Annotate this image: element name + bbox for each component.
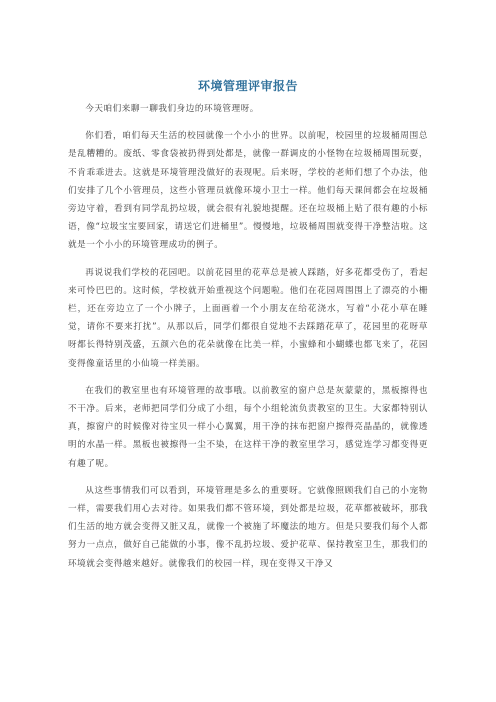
paragraph-conclusion: 从这些事情我们可以看到，环境管理是多么的重要呀。它就像照顾我们自己的小宠物一样，需要我们用心去对待。如果我们都不管环境，到处都是垃圾，花草都被破坏，那我们生活的地方就会变得又脏又乱，就像一个被施了坏魔法的地方。但是只要我们每个人都努力一点点，做好自己能做的小事，像不乱扔垃圾、爱护花草、保持教室卫生，那我们的环境就会变得越来越好。就像我们的校园一样，现在变得又干净又 xyxy=(68,485,428,569)
paragraph-intro: 今天咱们来聊一聊我们身边的环境管理呀。 xyxy=(85,104,259,114)
paragraph-classroom: 在我们的教室里也有环境管理的故事哦。以前教室的窗户总是灰蒙蒙的，黑板擦得也不干净。后来，老师把同学们分成了小组，每个小组轮流负责教室的卫生。大家都特别认真，擦窗户的时候像对待宝贝一样小心翼翼，用干净的抹布把窗户擦得亮晶晶的，就像透明的水晶一样。黑板也被擦得一尘不染，在这样干净的教室里学习，感觉连学习都变得更有趣了呢。 xyxy=(68,385,428,469)
paragraph-trash-bins: 你们看，咱们每天生活的校园就像一个小小的世界。以前呢，校园里的垃圾桶周围总是乱糟糟的。废纸、零食袋被扔得到处都是，就像一群调皮的小怪物在垃圾桶周围玩耍，不肯乖乖进去。这就是环境管理没做好的表现呢。后来呀，学校的老师们想了个办法，他们安排了几个小管理员，这些小管理员就像环境小卫士一样。他们每天课间都会在垃圾桶旁边守着，看到有同学乱扔垃圾，就会很有礼貌地提醒。还在垃圾桶上贴了很有趣的小标语，像“垃圾宝宝要回家，请送它们进桶里”。慢慢地，垃圾桶周围就变得干净整洁啦。这就是一个小小的环境管理成功的例子。 xyxy=(68,131,428,251)
paragraph-garden: 再说说我们学校的花园吧。以前花园里的花草总是被人踩踏，好多花都受伤了，看起来可怜巴巴的。这时候，学校就开始重视这个问题啦。他们在花园周围围上了漂亮的小栅栏，还在旁边立了一个小牌子，上面画着一个小朋友在给花浇水，写着“小花小草在睡觉，请你不要来打扰”。从那以后，同学们都很自觉地不去踩踏花草了，花园里的花呀草呀都长得特别茂盛，五颜六色的花朵就像在比美一样，小蜜蜂和小蝴蝶也都飞来了，花园变得像童话里的小仙境一样美丽。 xyxy=(68,267,428,369)
document-title: 环境管理评审报告 xyxy=(197,79,298,93)
